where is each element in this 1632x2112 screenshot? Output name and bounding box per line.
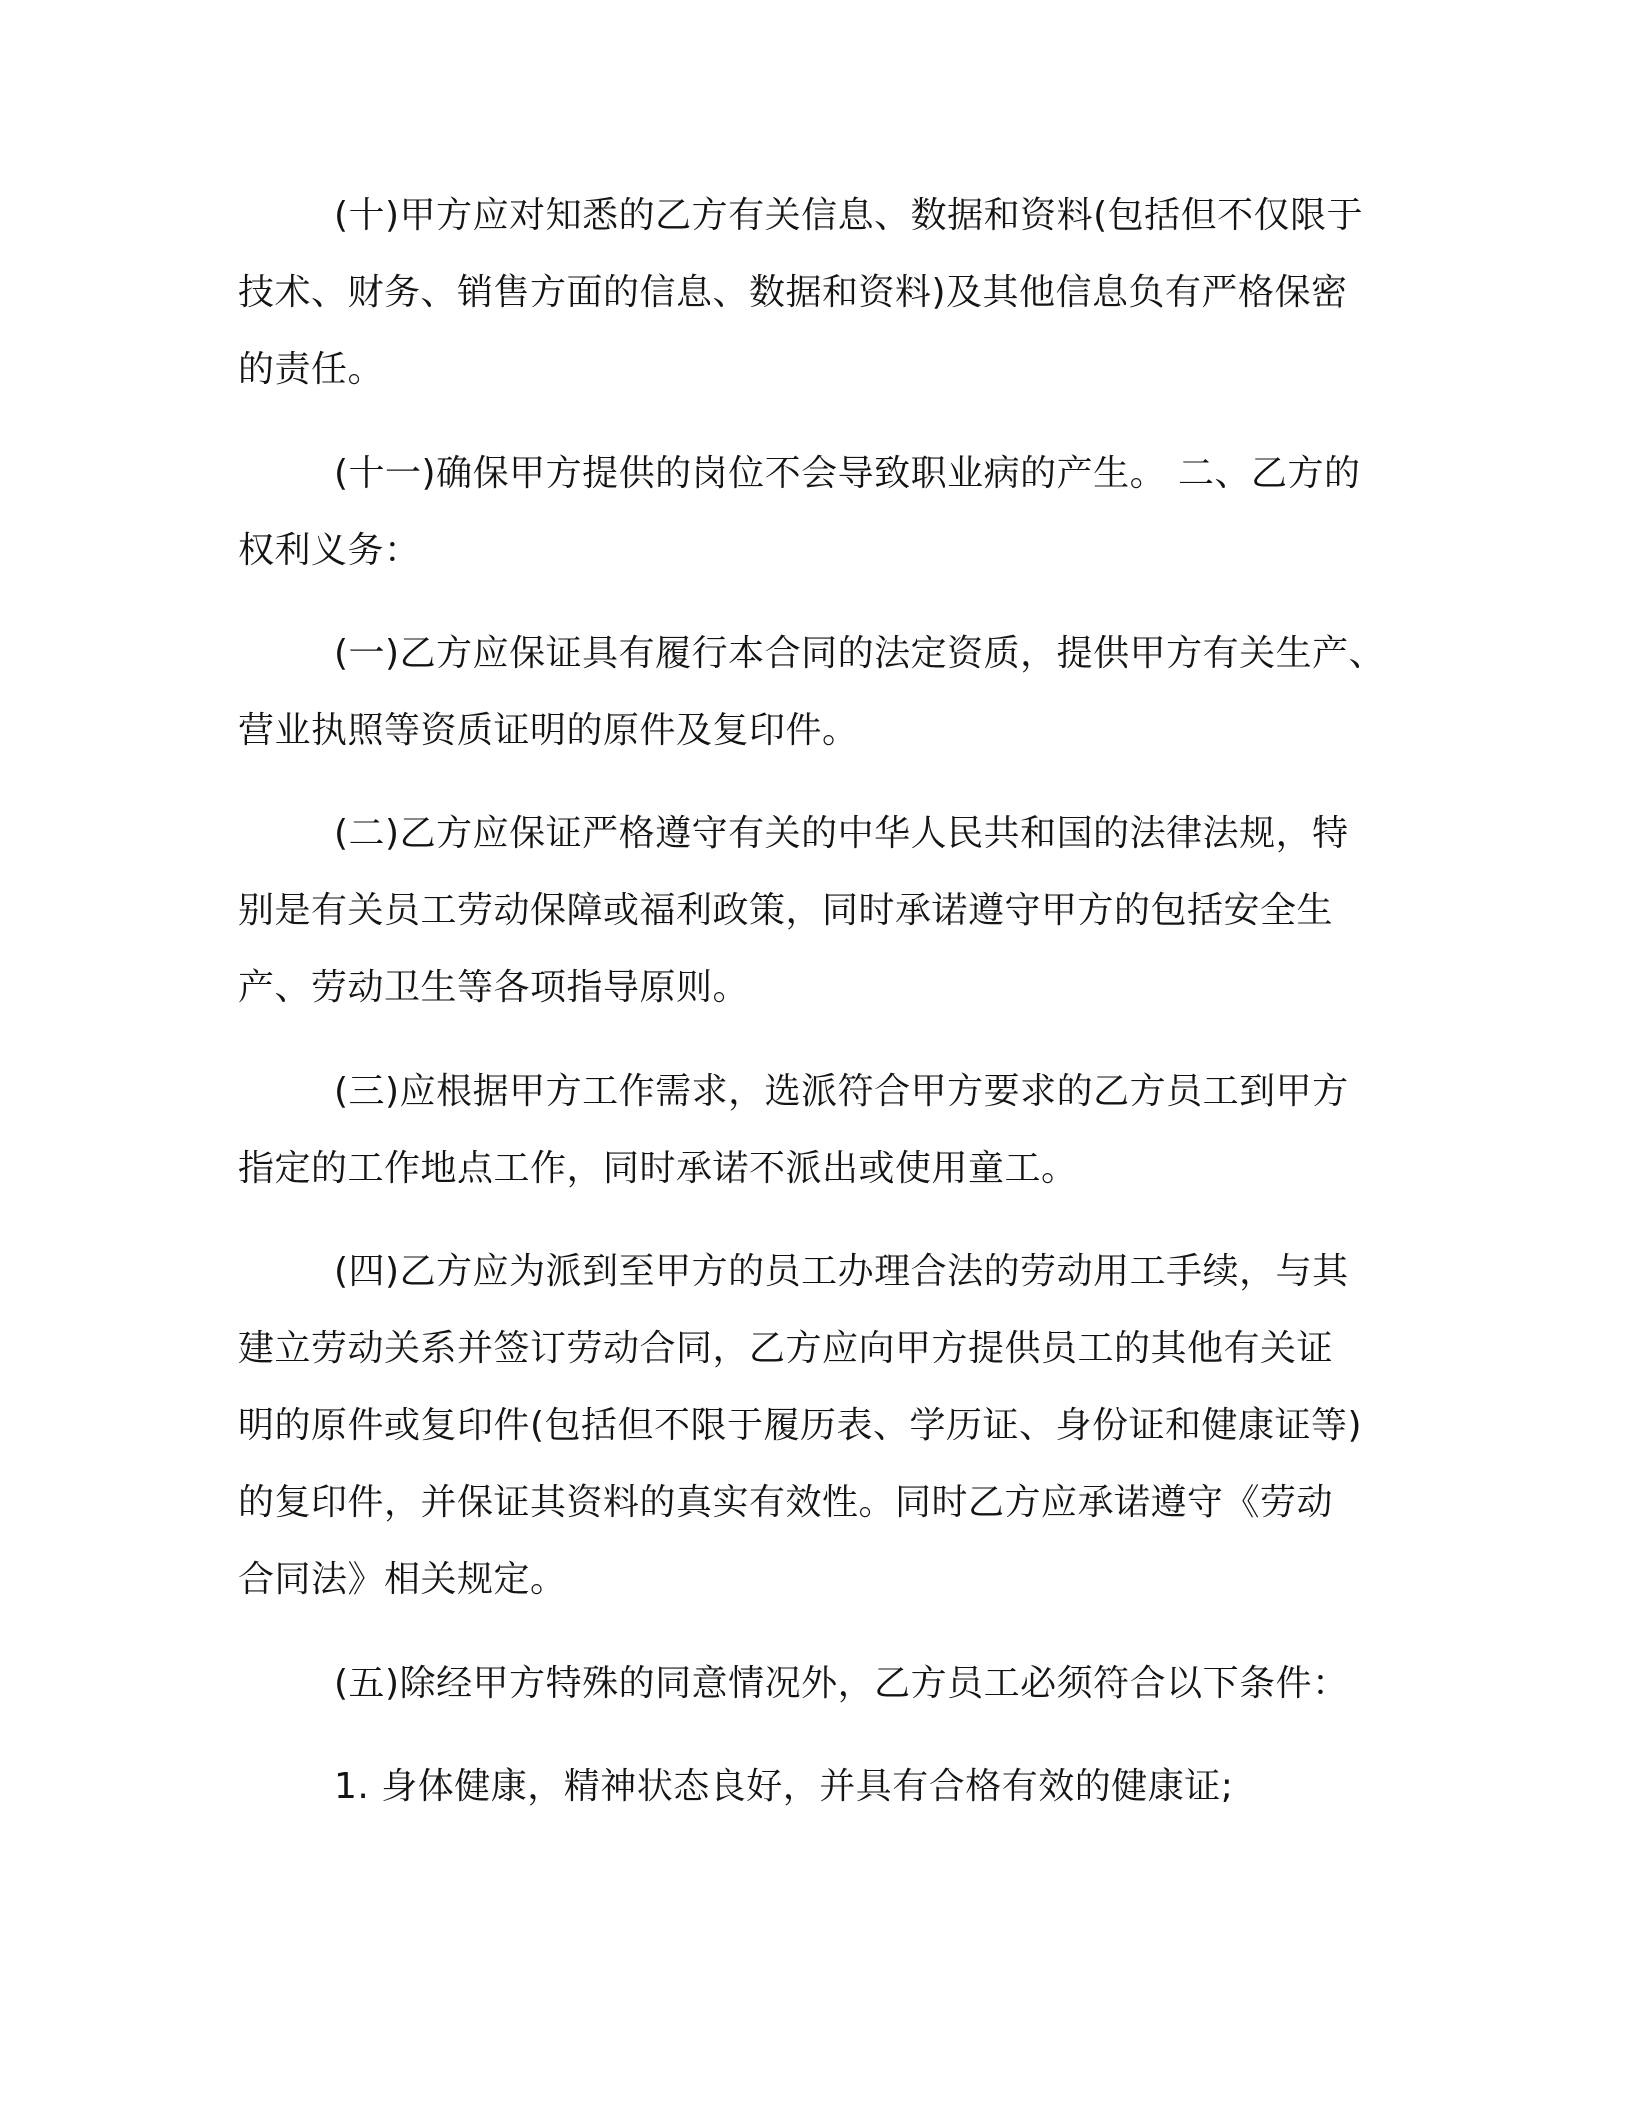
paragraph-b4-line-5: 合同法》相关规定。 [238, 1559, 567, 1600]
paragraph-b4-line-1: (四)乙方应为派到至甲方的员工办理合法的劳动用工手续，与其 [334, 1251, 1349, 1292]
paragraph-10-line-1: (十)甲方应对知悉的乙方有关信息、数据和资料(包括但不仅限于 [334, 195, 1364, 236]
paragraph-b1-line-2: 营业执照等资质证明的原件及复印件。 [238, 710, 859, 751]
paragraph-b5-line-1: (五)除经甲方特殊的同意情况外，乙方员工必须符合以下条件： [334, 1663, 1349, 1704]
paragraph-11-line-1: (十一)确保甲方提供的岗位不会导致职业病的产生。 二、乙方的 [334, 453, 1361, 494]
paragraph-b2-line-2: 别是有关员工劳动保障或福利政策，同时承诺遵守甲方的包括安全生 [238, 890, 1334, 931]
paragraph-10-line-2: 技术、财务、销售方面的信息、数据和资料)及其他信息负有严格保密 [238, 272, 1348, 313]
paragraph-b2-line-1: (二)乙方应保证严格遵守有关的中华人民共和国的法律法规，特 [334, 813, 1349, 854]
paragraph-b4-line-3: 明的原件或复印件(包括但不限于履历表、学历证、身份证和健康证等) [238, 1405, 1363, 1446]
paragraph-b4-line-2: 建立劳动关系并签订劳动合同，乙方应向甲方提供员工的其他有关证 [238, 1328, 1334, 1369]
paragraph-b1-line-1: (一)乙方应保证具有履行本合同的法定资质，提供甲方有关生产、 [334, 633, 1386, 674]
paragraph-b3-line-2: 指定的工作地点工作，同时承诺不派出或使用童工。 [238, 1148, 1078, 1189]
paragraph-b3-line-1: (三)应根据甲方工作需求，选派符合甲方要求的乙方员工到甲方 [334, 1071, 1349, 1112]
list-item-1: 1. 身体健康，精神状态良好，并具有合格有效的健康证; [334, 1766, 1234, 1807]
paragraph-11-line-2: 权利义务： [238, 530, 421, 571]
paragraph-10-line-3: 的责任。 [238, 349, 385, 390]
paragraph-b2-line-3: 产、劳动卫生等各项指导原则。 [238, 967, 750, 1008]
paragraph-b4-line-4: 的复印件，并保证其资料的真实有效性。同时乙方应承诺遵守《劳动 [238, 1482, 1334, 1523]
